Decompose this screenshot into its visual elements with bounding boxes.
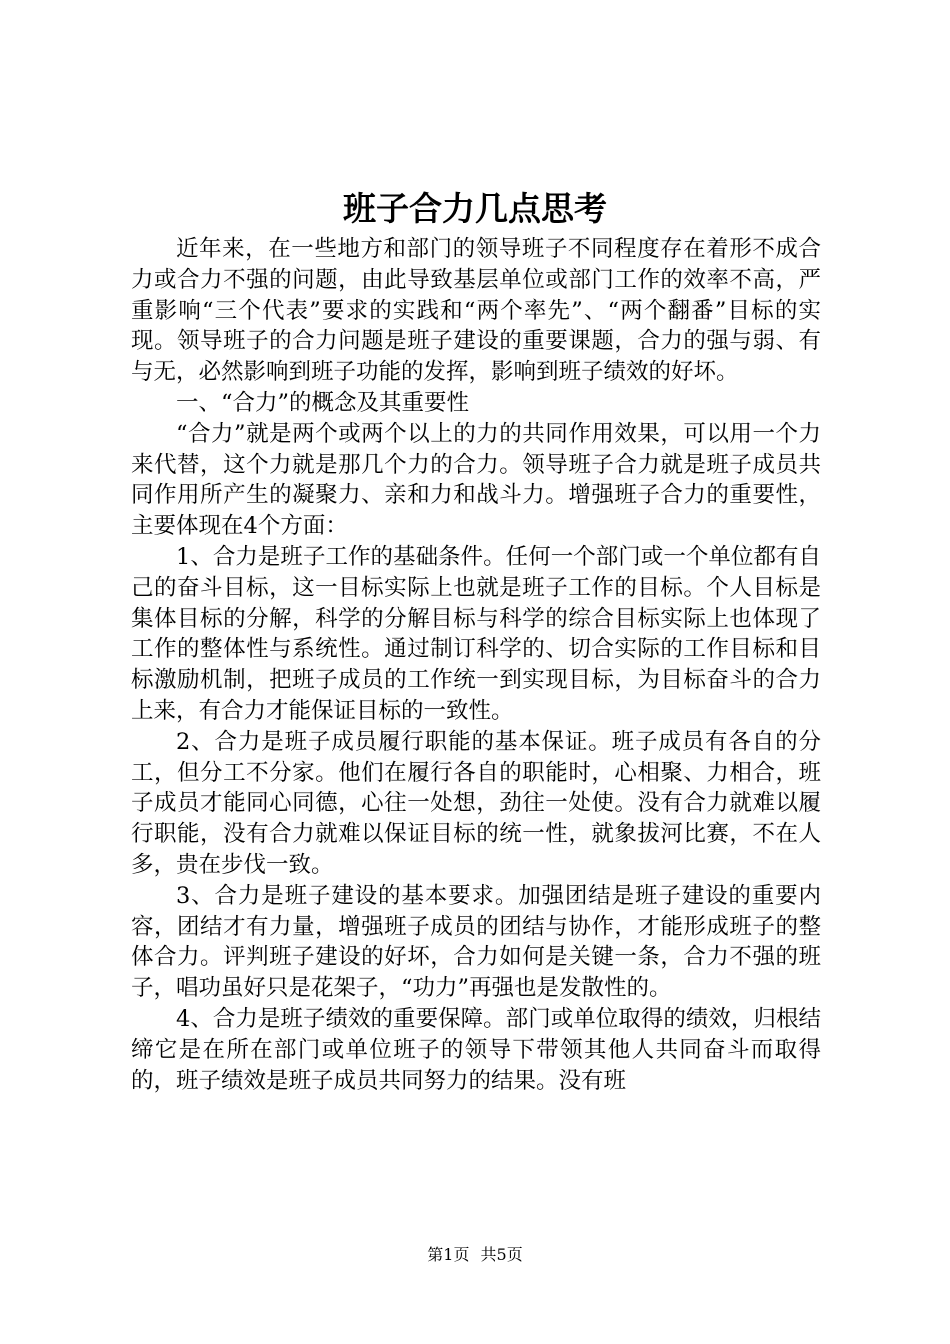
document-title: 班子合力几点思考 xyxy=(343,189,607,228)
paragraph-point-4: 4、合力是班子绩效的重要保障。部门或单位取得的绩效，归根结缔它是在所在部门或单位班子的领导下带领其他人共同奋斗而取得的，班子绩效是班子成员共同努力的结果。没有班 xyxy=(131,1005,821,1094)
paragraph-point-3: 3、合力是班子建设的基本要求。加强团结是班子建设的重要内容，团结才有力量，增强班子成员的团结与协作，才能形成班子的整体合力。评判班子建设的好坏，合力如何是关键一条，合力不强的班子，唱功虽好只是花架子，“功力”再强也是发散性的。 xyxy=(131,882,821,1002)
paragraph-point-2: 2、合力是班子成员履行职能的基本保证。班子成员有各自的分工，但分工不分家。他们在履行各自的职能时，心相聚、力相合，班子成员才能同心同德，心往一处想，劲往一处使。没有合力就难以履行职能，没有合力就难以保证目标的统一性，就象拔河比赛，不在人多，贵在步伐一致。 xyxy=(131,728,821,878)
paragraph-intro: 近年来，在一些地方和部门的领导班子不同程度存在着形不成合力或合力不强的问题，由此导致基层单位或部门工作的效率不高，严重影响“三个代表”要求的实践和“两个率先”、“两个翻番”目标的实现。领导班子的合力问题是班子建设的重要课题，合力的强与弱、有与无，必然影响到班子功能的发挥，影响到班子绩效的好坏。 xyxy=(131,236,821,386)
paragraph-definition: “合力”就是两个或两个以上的力的共同作用效果，可以用一个力来代替，这个力就是那几个力的合力。领导班子合力就是班子成员共同作用所产生的凝聚力、亲和力和战斗力。增强班子合力的重要性，主要体现在4个方面： xyxy=(131,420,821,540)
page-number: 第1页 xyxy=(427,1245,470,1264)
document-body xyxy=(131,234,821,1096)
page-total: 共5页 xyxy=(480,1245,523,1264)
page-footer xyxy=(0,1244,950,1266)
paragraph-point-1: 1、合力是班子工作的基础条件。任何一个部门或一个单位都有自己的奋斗目标，这一目标实际上也就是班子工作的目标。个人目标是集体目标的分解，科学的分解目标与科学的综合目标实际上也体现了工作的整体性与系统性。通过制订科学的、切合实际的工作目标和目标激励机制，把班子成员的工作统一到实现目标，为目标奋斗的合力上来，有合力才能保证目标的一致性。 xyxy=(131,543,821,724)
section-heading: 一、“合力”的概念及其重要性 xyxy=(176,389,470,416)
